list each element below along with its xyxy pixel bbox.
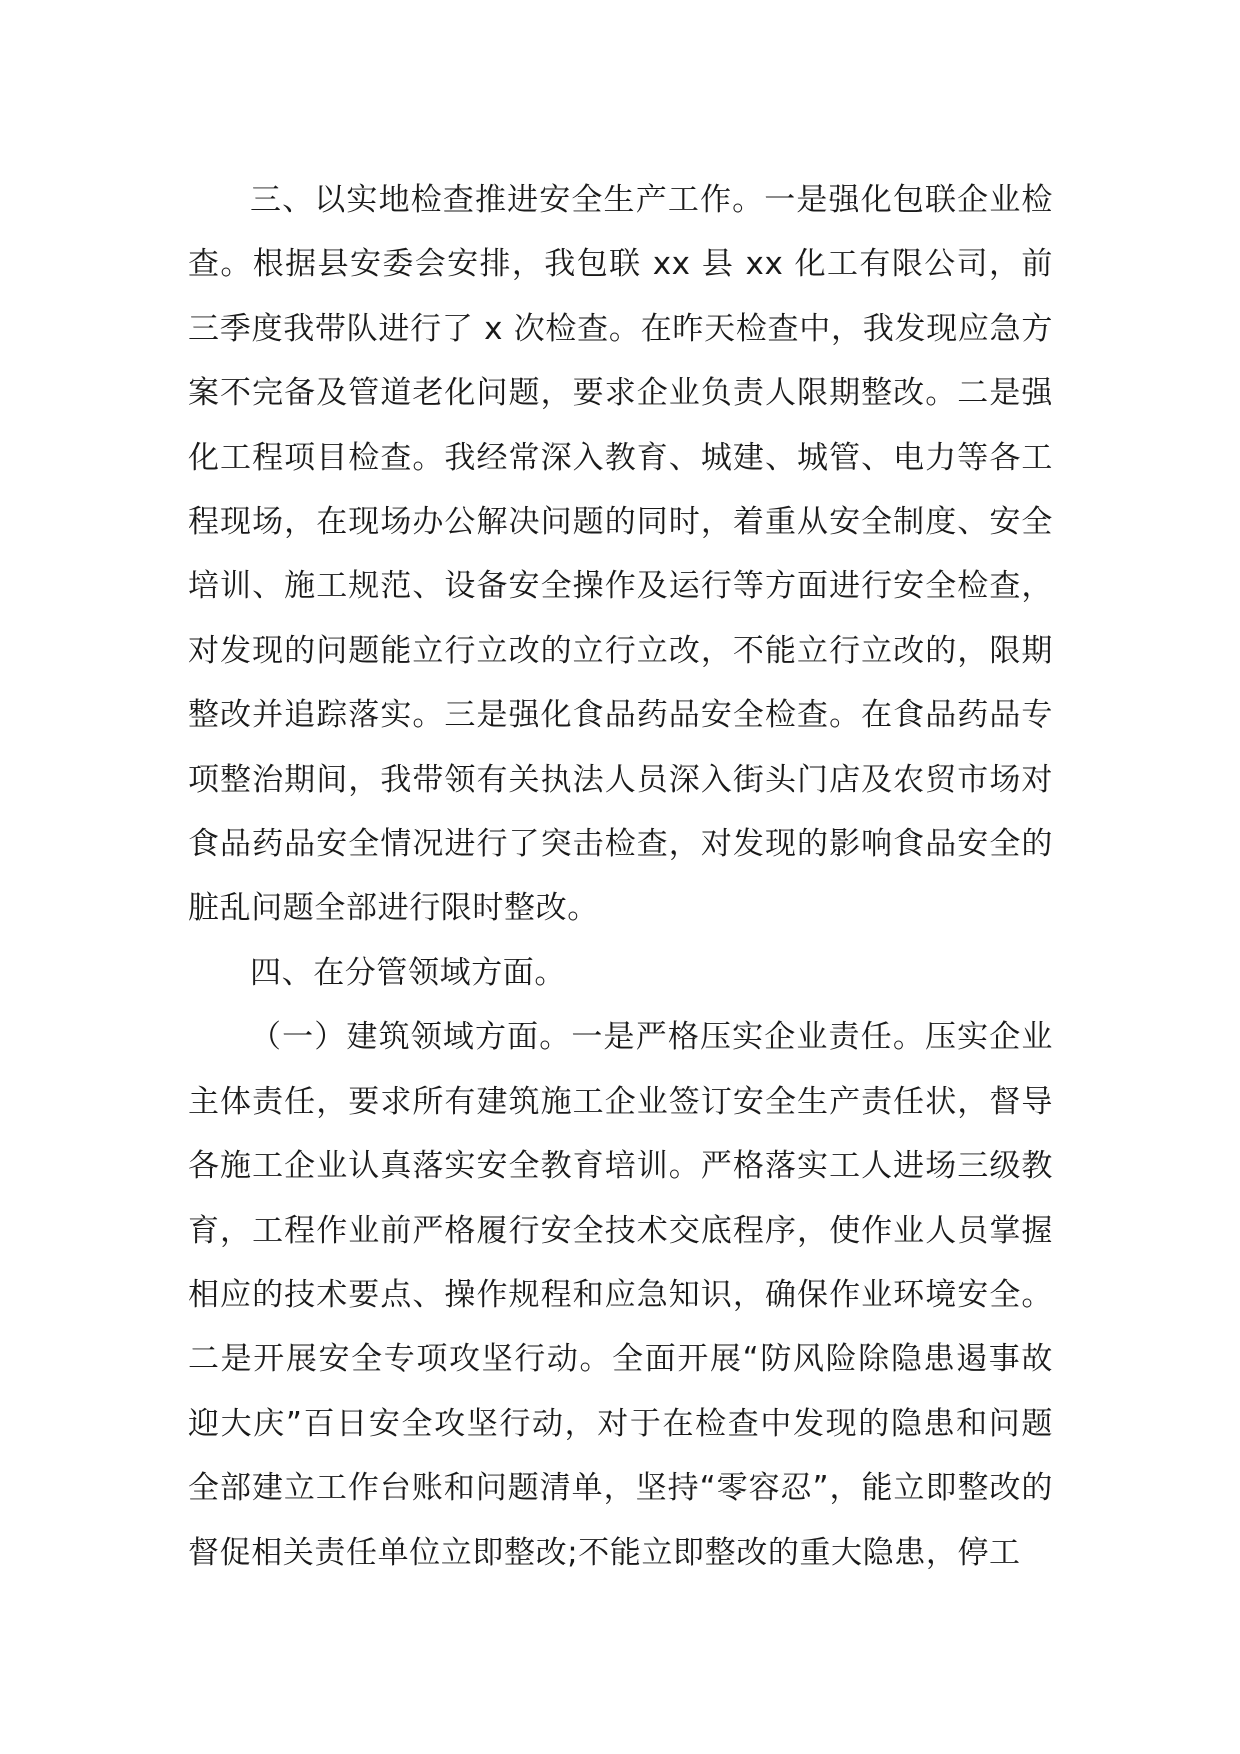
document-body [188,168,1053,1585]
paragraph-construction-field: （一）建筑领域方面。一是严格压实企业责任。压实企业主体责任，要求所有建筑施工企业签订安全生产责任状，督导各施工企业认真落实安全教育培训。严格落实工人进场三级教育，工程作业前严格履行安全技术交底程序，使作业人员掌握相应的技术要点、操作规程和应急知识，确保作业环境安全。二是开展安全专项攻坚行动。全面开展“防风险除隐患遏事故迎大庆”百日安全攻坚行动，对于在检查中发现的隐患和问题全部建立工作台账和问题清单，坚持“零容忍”，能立即整改的督促相关责任单位立即整改;不能立即整改的重大隐患，停工 [188,1019,1053,1571]
paragraph-safety-inspection: 三、以实地检查推进安全生产工作。一是强化包联企业检查。根据县安委会安排，我包联 xx 县 xx 化工有限公司，前三季度我带队进行了 x 次检查。在昨天检查中，我发现应急方案不完备及管道老化问题，要求企业负责人限期整改。二是强化工程项目检查。我经常深入教育、城建、城管、电力等各工程现场，在现场办公解决问题的同时，着重从安全制度、安全培训、施工规范、设备安全操作及运行等方面进行安全检查，对发现的问题能立行立改的立行立改，不能立行立改的，限期整改并追踪落实。三是强化食品药品安全检查。在食品药品专项整治期间，我带领有关执法人员深入街头门店及农贸市场对食品药品安全情况进行了突击检查，对发现的影响食品安全的脏乱问题全部进行限时整改。 [188,182,1053,927]
paragraph-section-heading: 四、在分管领域方面。 [250,954,566,991]
